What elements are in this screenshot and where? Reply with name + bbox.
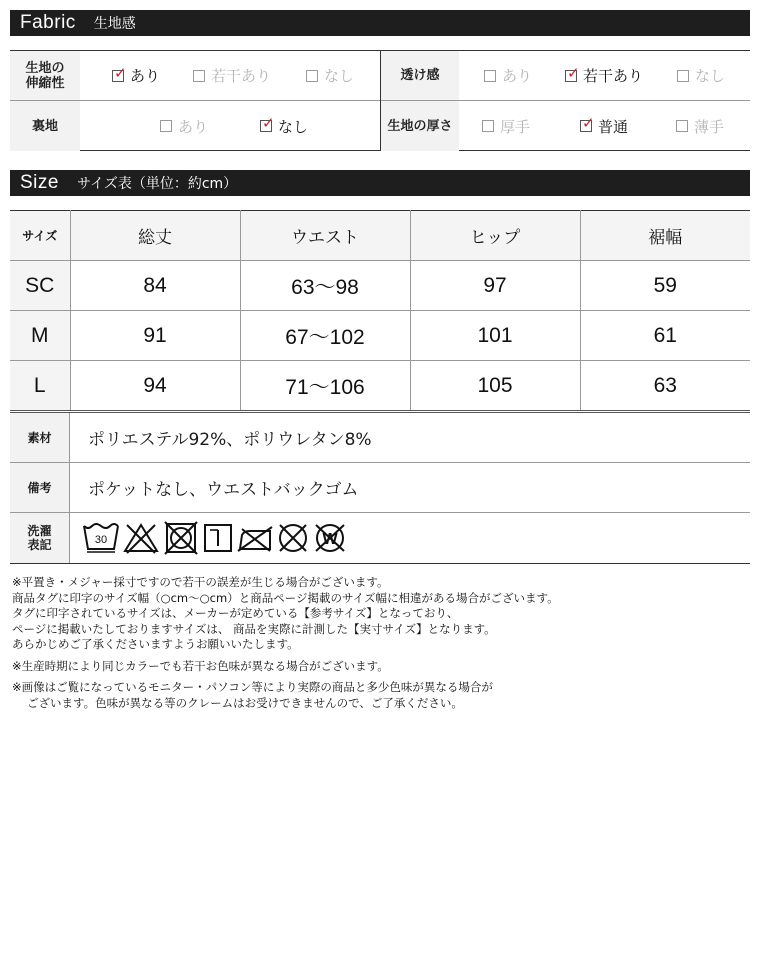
hip-cell: 97 [410, 261, 580, 311]
checkbox-icon [193, 70, 205, 82]
no-iron-icon [236, 521, 274, 555]
note-line: あらかじめご了承くださいますようお願いいたします。 [12, 637, 299, 651]
thickness-label: 生地の厚さ [381, 101, 459, 151]
check-mark-icon: ✓ [567, 63, 580, 82]
size-table-header [10, 211, 750, 261]
checkbox-icon [580, 114, 595, 132]
svg-text:W: W [322, 531, 338, 548]
waist-header-cell: ウエスト [240, 211, 410, 261]
material-label: 素材 [10, 413, 70, 462]
care-icons [70, 513, 348, 563]
size-cell: M [10, 311, 70, 361]
lining-option-yes: あり [160, 101, 208, 151]
checkbox-icon [112, 63, 127, 82]
care-row [10, 513, 750, 563]
length-cell: 91 [70, 311, 240, 361]
length-cell: 94 [70, 361, 240, 411]
checkbox-icon [484, 70, 496, 82]
table-row [10, 361, 750, 411]
no-bleach-icon [122, 521, 160, 555]
no-dry-clean-icon [276, 521, 310, 555]
check-mark-icon: ✓ [262, 114, 275, 132]
note-line: 商品タグに印字のサイズ幅（○cm〜○cm）と商品ページ掲載のサイズ幅に相違がある場合がございます。 [12, 590, 559, 605]
fabric-section-header [10, 10, 750, 36]
line-dry-icon [202, 521, 234, 555]
size-cell: SC [10, 261, 70, 311]
fabric-title-en: Fabric [20, 12, 76, 33]
checkbox-icon [306, 70, 318, 82]
checkbox-icon [565, 63, 580, 82]
no-tumble-dry-icon [162, 521, 200, 555]
notes-section [12, 575, 748, 711]
check-mark-icon: ✓ [582, 114, 595, 132]
wash-temp-label: 30 [94, 534, 108, 546]
note-line: ございます。色味が異なる等のクレームはお受けできませんので、ご了承ください。 [27, 695, 463, 710]
size-cell: L [10, 361, 70, 411]
checkbox-icon [677, 70, 689, 82]
no-wet-clean-icon [312, 521, 348, 555]
note-line: ※画像はご覧になっているモニター・パソコン等により実際の商品と多少色味が異なる場合が [12, 680, 493, 694]
sheer-label: 透け感 [381, 51, 459, 100]
stretch-option-no: なし [306, 51, 354, 100]
lining-label: 裏地 [10, 101, 80, 151]
check-mark-icon: ✓ [114, 63, 127, 82]
stretch-label: 生地の 伸縮性 [10, 51, 80, 100]
length-cell: 84 [70, 261, 240, 311]
note-line: ページに掲載いたしておりますサイズは、 商品を実際に計測した【実寸サイズ】となります。 [12, 621, 496, 636]
hip-header-cell: ヒップ [410, 211, 580, 261]
note-line: ※平置き・メジャー採寸ですので若干の誤差が生じる場合がございます。 [12, 575, 389, 589]
hip-cell: 101 [410, 311, 580, 361]
thickness-option-thick: 厚手 [482, 101, 530, 151]
table-row [10, 261, 750, 311]
care-label: 洗濯 表記 [10, 513, 70, 563]
checkbox-icon [482, 120, 494, 132]
fabric-table [10, 50, 750, 151]
note-line: ※生産時期により同じカラーでも若干お色味が異なる場合がございます。 [12, 658, 389, 673]
sheer-option-no: なし [677, 51, 725, 100]
size-section-header [10, 170, 750, 196]
hem-width-cell: 61 [580, 311, 750, 361]
sheer-option-slight: ✓ 若干あり [567, 63, 644, 85]
hem-width-header-cell: 裾幅 [580, 211, 750, 261]
size-table [10, 210, 750, 411]
stretch-option-yes: ✓ あり [114, 63, 161, 85]
thickness-option-normal: ✓ 普通 [582, 114, 629, 136]
lining-option-no: ✓ なし [262, 114, 309, 136]
remarks-value: ポケットなし、ウエストバックゴム [88, 480, 359, 500]
waist-cell: 67〜102 [240, 311, 410, 361]
size-header-cell: サイズ [10, 211, 70, 261]
checkbox-icon [676, 120, 688, 132]
material-value: ポリエステル92%、ポリウレタン8% [88, 430, 372, 450]
info-table [10, 410, 750, 564]
length-header-cell: 総丈 [70, 211, 240, 261]
checkbox-icon [160, 120, 172, 132]
size-title-jp: サイズ表（単位：約cm） [76, 176, 238, 192]
size-title-en: Size [20, 172, 59, 193]
wash-30-icon [82, 521, 120, 555]
hem-width-cell: 59 [580, 261, 750, 311]
stretch-option-slight: 若干あり [193, 51, 271, 100]
remarks-label: 備考 [10, 463, 70, 512]
waist-cell: 71〜106 [240, 361, 410, 411]
material-row [10, 413, 750, 463]
thickness-option-thin: 薄手 [676, 101, 724, 151]
checkbox-icon [260, 114, 275, 132]
waist-cell: 63〜98 [240, 261, 410, 311]
fabric-divider [380, 51, 381, 151]
remarks-row [10, 463, 750, 513]
note-line: タグに印字されているサイズは、メーカーが定めている【参考サイズ】となっており、 [12, 606, 459, 620]
hip-cell: 105 [410, 361, 580, 411]
sheer-option-yes: あり [484, 51, 532, 100]
fabric-title-jp: 生地感 [93, 16, 136, 32]
table-row [10, 311, 750, 361]
hem-width-cell: 63 [580, 361, 750, 411]
